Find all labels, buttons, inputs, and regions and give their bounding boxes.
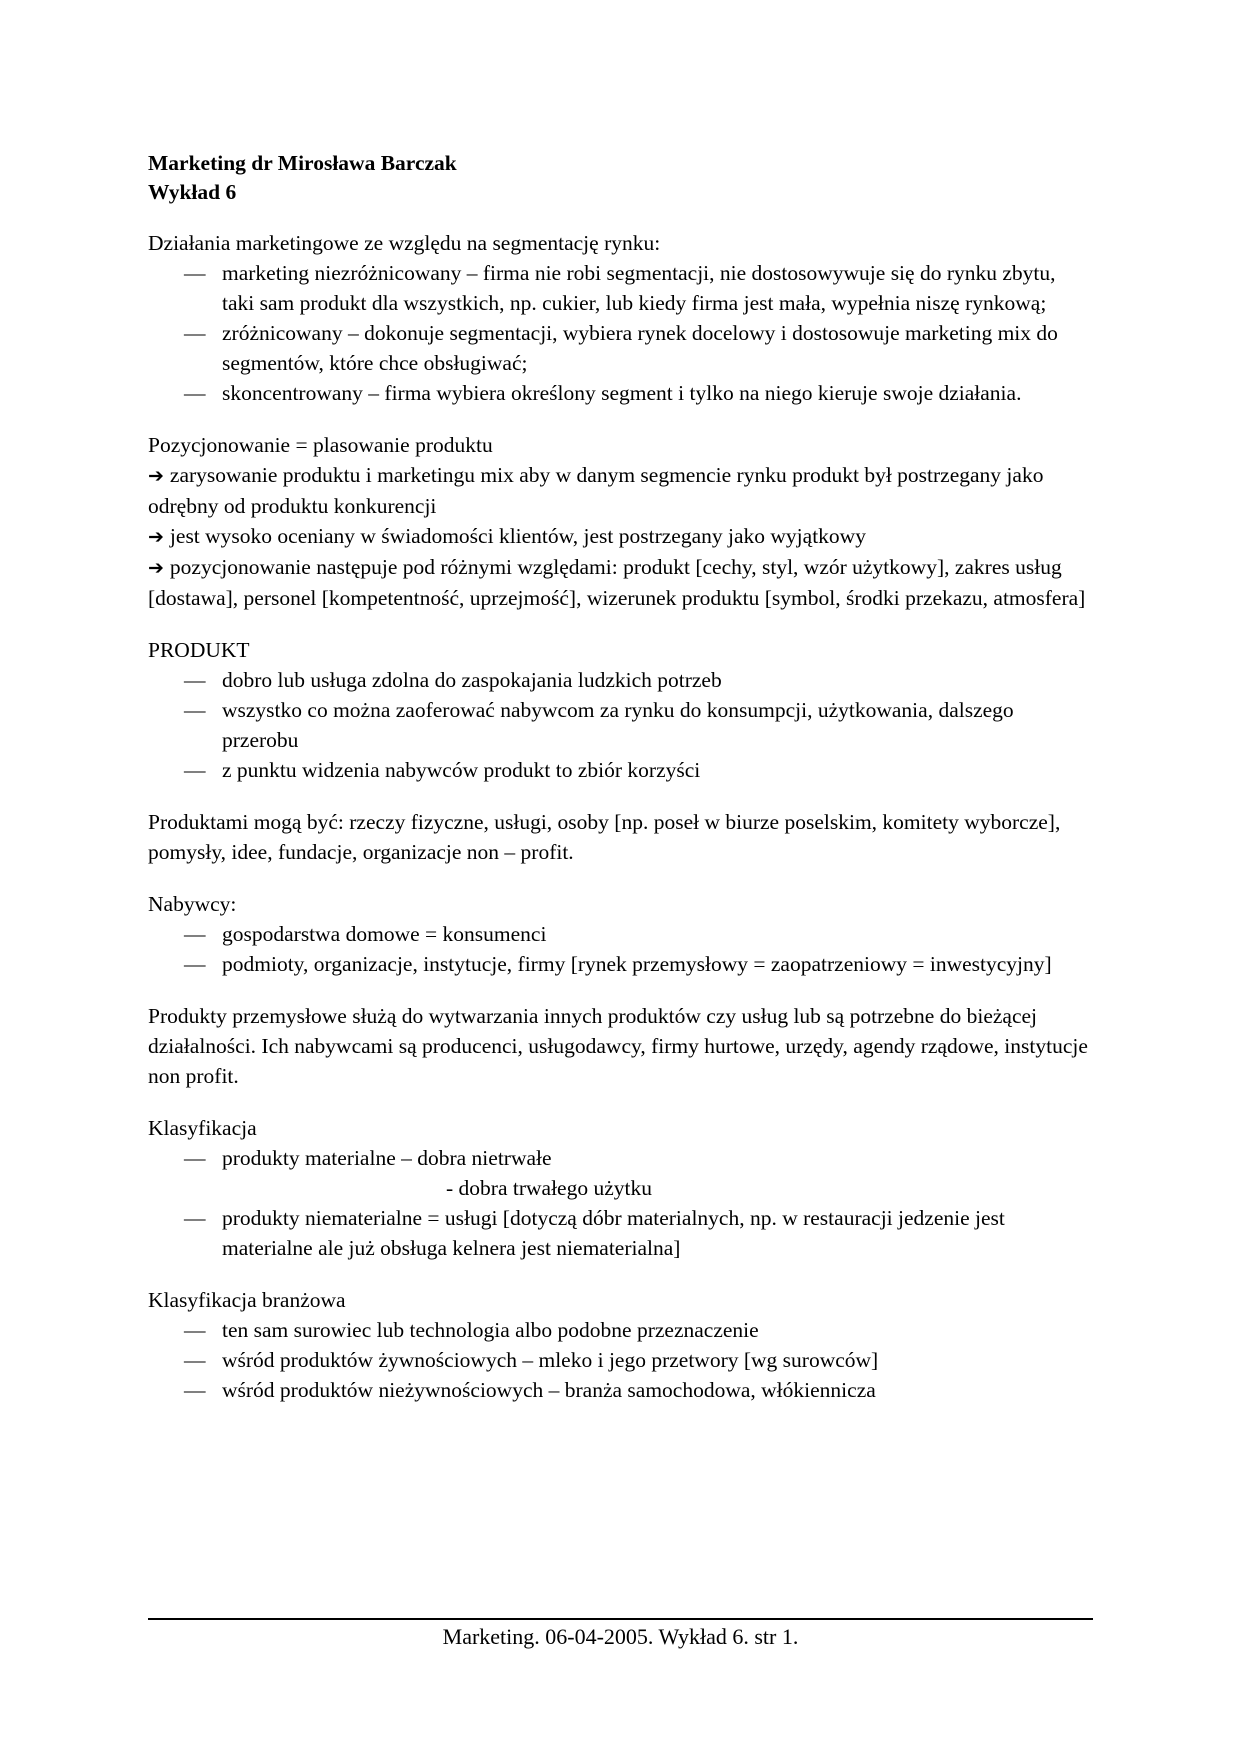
- dash-bullet: —: [184, 758, 206, 782]
- products-can-be-section: [148, 807, 1093, 867]
- dash-bullet: —: [184, 381, 206, 405]
- positioning-point: [148, 521, 1093, 552]
- buyers-section: [148, 889, 1093, 979]
- list-item: [148, 258, 1093, 318]
- list-item: [148, 1345, 1093, 1375]
- list-item: [148, 378, 1093, 408]
- list-item-text: podmioty, organizacje, instytucje, firmy [rynek przemysłowy = zaopatrzeniowy = inwestycyjny]: [222, 952, 1052, 976]
- page-body: [148, 148, 1093, 1405]
- list-item-text: marketing niezróżnicowany – firma nie robi segmentacji, nie dostosowywuje się do rynku zbytu, taki sam produkt dla wszystkich, np. cukier, lub kiedy firma jest mała, wypełnia niszę rynkową;: [222, 261, 1056, 315]
- list-item: [148, 919, 1093, 949]
- list-item-text: gospodarstwa domowe = konsumenci: [222, 922, 547, 946]
- list-item-text: wśród produktów nieżywnościowych – branża samochodowa, włókiennicza: [222, 1378, 876, 1402]
- arrow-right-icon: ➔: [148, 526, 164, 548]
- products-can-be-text: Produktami mogą być: rzeczy fizyczne, usługi, osoby [np. poseł w biurze poselskim, komitety wyborcze], pomysły, idee, fundacje, organizacje non – profit.: [148, 810, 1061, 864]
- classification-subitem: - dobra trwałego użytku: [446, 1176, 652, 1200]
- dash-bullet: —: [184, 321, 206, 345]
- list-item: [148, 949, 1093, 979]
- document-title: Marketing dr Mirosława Barczak: [148, 151, 457, 175]
- industry-classification-section: [148, 1285, 1093, 1405]
- segmentation-list: [148, 258, 1093, 408]
- dash-bullet: —: [184, 261, 206, 285]
- positioning-point-text: jest wysoko oceniany w świadomości klientów, jest postrzegany jako wyjątkowy: [169, 524, 866, 548]
- classification-heading: Klasyfikacja: [148, 1116, 257, 1140]
- list-item-text: ten sam surowiec lub technologia albo podobne przeznaczenie: [222, 1318, 759, 1342]
- positioning-point: [148, 552, 1093, 613]
- positioning-point: [148, 460, 1093, 521]
- list-item: [148, 318, 1093, 378]
- list-item-text: dobro lub usługa zdolna do zaspokajania ludzkich potrzeb: [222, 668, 722, 692]
- list-item-text: skoncentrowany – firma wybiera określony segment i tylko na niego kieruje swoje działania.: [222, 381, 1022, 405]
- lecture-number: Wykład 6: [148, 180, 237, 204]
- dash-bullet: —: [184, 1206, 206, 1230]
- classification-section: [148, 1113, 1093, 1263]
- dash-bullet: —: [184, 1348, 206, 1372]
- industry-classification-heading: Klasyfikacja branżowa: [148, 1288, 346, 1312]
- list-item-text: z punktu widzenia nabywców produkt to zbiór korzyści: [222, 758, 701, 782]
- list-item: [148, 1143, 1093, 1173]
- list-item-text: wszystko co można zaoferować nabywcom za rynku do konsumpcji, użytkowania, dalszego przerobu: [222, 698, 1014, 752]
- list-item: [148, 695, 1093, 755]
- product-section: [148, 635, 1093, 785]
- dash-bullet: —: [184, 1146, 206, 1170]
- classification-list-continued: [148, 1203, 1093, 1263]
- page-footer: Marketing. 06-04-2005. Wykład 6. str 1.: [442, 1624, 799, 1649]
- positioning-point-text: pozycjonowanie następuje pod różnymi względami: produkt [cechy, styl, wzór użytkowy], zakres usług [dostawa], personel [kompetentność, uprzejmość], wizerunek produktu [symbol, środki przekazu, atmosfera]: [148, 555, 1086, 610]
- list-item-text: wśród produktów żywnościowych – mleko i jego przetwory [wg surowców]: [222, 1348, 879, 1372]
- dash-bullet: —: [184, 1378, 206, 1402]
- footer-divider: [148, 1618, 1093, 1620]
- product-heading: PRODUKT: [148, 638, 250, 662]
- positioning-heading: Pozycjonowanie = plasowanie produktu: [148, 433, 493, 457]
- segmentation-section: [148, 228, 1093, 408]
- industry-classification-list: [148, 1315, 1093, 1405]
- positioning-point-text: zarysowanie produktu i marketingu mix aby w danym segmencie rynku produkt był postrzegany jako odrębny od produktu konkurencji: [148, 463, 1044, 518]
- list-item: [148, 1375, 1093, 1405]
- list-item: [148, 755, 1093, 785]
- buyers-list: [148, 919, 1093, 979]
- arrow-right-icon: ➔: [148, 465, 164, 487]
- dash-bullet: —: [184, 952, 206, 976]
- segmentation-intro: Działania marketingowe ze względu na segmentację rynku:: [148, 231, 661, 255]
- positioning-section: [148, 430, 1093, 613]
- arrow-right-icon: ➔: [148, 557, 164, 579]
- list-item-text: produkty materialne – dobra nietrwałe: [222, 1146, 552, 1170]
- list-item: [148, 1203, 1093, 1263]
- classification-list: [148, 1143, 1093, 1173]
- industrial-products-section: [148, 1001, 1093, 1091]
- buyers-heading: Nabywcy:: [148, 892, 237, 916]
- dash-bullet: —: [184, 922, 206, 946]
- list-item: [148, 1315, 1093, 1345]
- list-item-text: produkty niematerialne = usługi [dotyczą dóbr materialnych, np. w restauracji jedzenie jest materialne ale już obsługa kelnera jest niematerialna]: [222, 1206, 1005, 1260]
- industrial-products-text: Produkty przemysłowe służą do wytwarzania innych produktów czy usług lub są potrzebne do bieżącej działalności. Ich nabywcami są producenci, usługodawcy, firmy hurtowe, urzędy, agendy rządowe, instytucje non profit.: [148, 1004, 1088, 1088]
- list-item: [148, 665, 1093, 695]
- product-list: [148, 665, 1093, 785]
- dash-bullet: —: [184, 668, 206, 692]
- list-item-text: zróżnicowany – dokonuje segmentacji, wybiera rynek docelowy i dostosowuje marketing mix do segmentów, które chce obsługiwać;: [222, 321, 1058, 375]
- dash-bullet: —: [184, 1318, 206, 1342]
- dash-bullet: —: [184, 698, 206, 722]
